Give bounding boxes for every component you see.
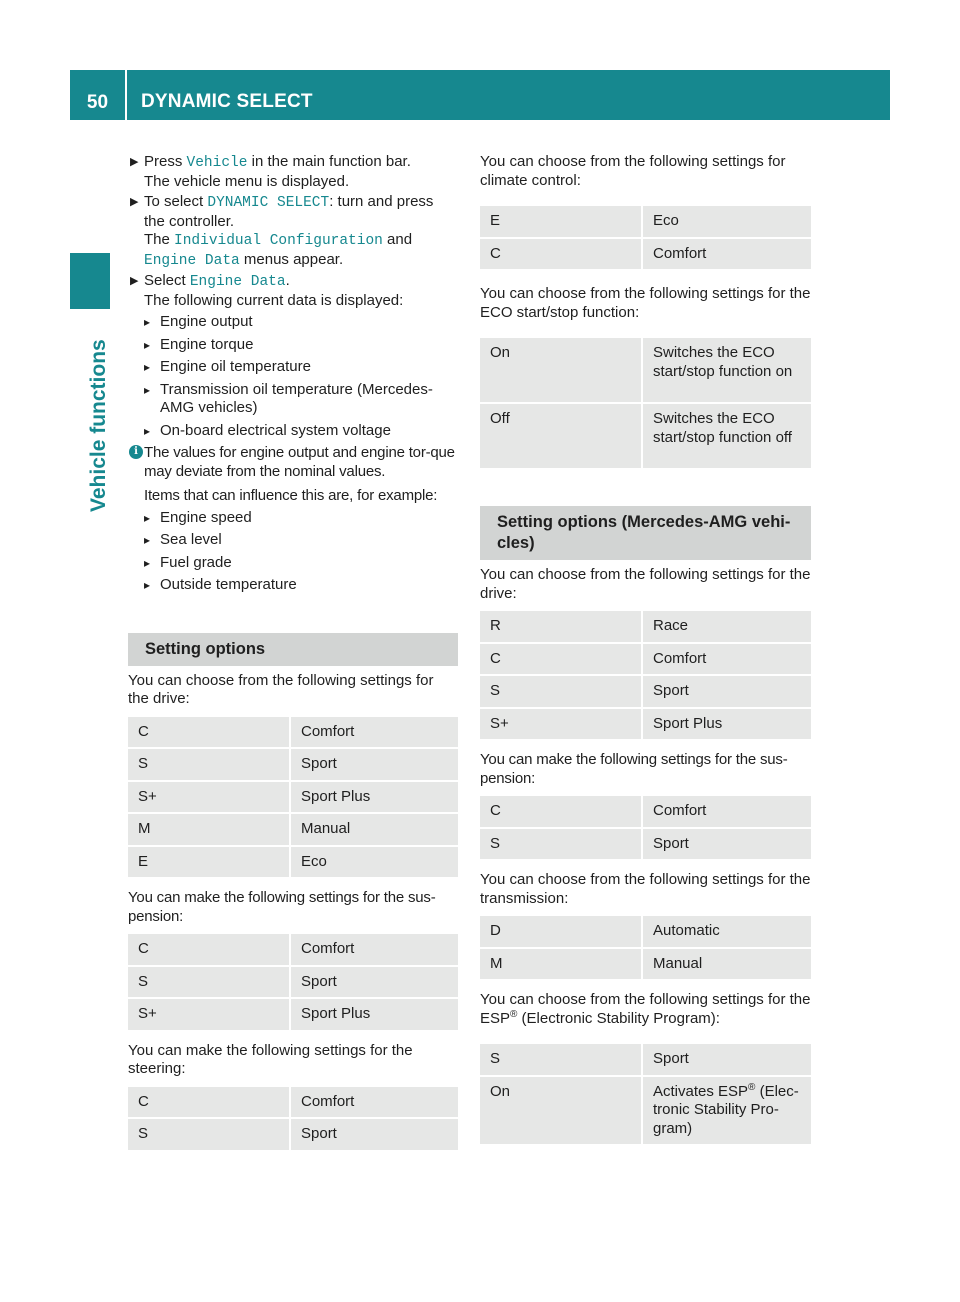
- table-row: S Sport: [128, 1119, 458, 1150]
- esp-intro: You can choose from the following settings for the ESP® (Electronic Stability Program):: [480, 991, 811, 1027]
- instruction-step: ▶ Press Vehicle in the main function bar. The vehicle menu is displayed.: [130, 153, 411, 190]
- transmission-settings-table: [480, 914, 811, 981]
- steering-settings-table: [128, 1085, 458, 1152]
- table-row: S Sport: [480, 676, 811, 707]
- list-item: ▸ Engine torque: [128, 336, 458, 355]
- table-row: Off Switches the ECO start/stop function off: [480, 404, 811, 468]
- table-row: C Comfort: [128, 1087, 458, 1118]
- amg-drive-settings-table: [480, 609, 811, 741]
- amg-suspension-settings-table: [480, 794, 811, 861]
- climate-settings-table: [480, 204, 811, 271]
- table-row: E Eco: [128, 847, 458, 878]
- list-item: ▸ Engine output: [128, 313, 458, 332]
- table-row: C Comfort: [128, 717, 458, 748]
- suspension-settings-table: [128, 932, 458, 1032]
- instruction-step: ▶ To select DYNAMIC SELECT: turn and press the controller. The Individual Configuration and Engine Data menus appear.: [130, 193, 434, 269]
- page-number: 50: [86, 91, 109, 113]
- table-row: M Manual: [480, 949, 811, 980]
- table-row: E Eco: [480, 206, 811, 237]
- table-row: S+ Sport Plus: [128, 782, 458, 813]
- list-item: ▸ Engine speed: [128, 509, 458, 528]
- table-row: S Sport: [480, 1044, 811, 1075]
- table-row: S Sport: [128, 749, 458, 780]
- table-row: S+ Sport Plus: [480, 709, 811, 740]
- chapter-tab-marker: [70, 253, 110, 309]
- step-arrow-icon: ▶: [130, 196, 139, 208]
- table-row: D Automatic: [480, 916, 811, 947]
- list-item: ▸ Sea level: [128, 531, 458, 550]
- suspension-intro: You can make the following settings for the sus-pension:: [128, 889, 436, 925]
- influence-list: [128, 509, 458, 595]
- esp-settings-table: [480, 1042, 811, 1146]
- table-row: R Race: [480, 611, 811, 642]
- drive-intro: You can choose from the following settings for the drive:: [480, 566, 811, 602]
- chapter-title: DYNAMIC SELECT: [141, 90, 313, 112]
- table-row: M Manual: [128, 814, 458, 845]
- section-heading: Setting options: [128, 633, 458, 666]
- displayed-data-list: [128, 313, 458, 440]
- right-column: [480, 153, 811, 1156]
- list-item: ▸ Fuel grade: [128, 554, 458, 573]
- drive-intro: You can choose from the following settings for the drive:: [128, 671, 434, 707]
- table-row: S Sport: [128, 967, 458, 998]
- list-item: ▸ Engine oil temperature: [128, 358, 458, 377]
- menu-term: Engine Data: [144, 252, 240, 269]
- info-icon: i: [129, 445, 143, 459]
- steering-intro: You can make the following settings for the steering:: [128, 1041, 413, 1077]
- table-row: C Comfort: [128, 934, 458, 965]
- eco-settings-table: [480, 336, 811, 470]
- transmission-intro: You can choose from the following settings for the transmission:: [480, 871, 811, 907]
- instruction-step: ▶ Select Engine Data. The following current data is displayed:: [130, 272, 404, 309]
- influence-text: Items that can influence this are, for example:: [144, 487, 438, 504]
- table-row: S Sport: [480, 829, 811, 860]
- table-row: S+ Sport Plus: [128, 999, 458, 1030]
- table-row: C Comfort: [480, 239, 811, 270]
- climate-intro: You can choose from the following settings for climate control:: [480, 153, 786, 189]
- left-column: [128, 153, 458, 1162]
- eco-intro: You can choose from the following settings for the ECO start/stop function:: [480, 285, 811, 321]
- table-row: On Activates ESP® (Elec-tronic Stability Pro-gram): [480, 1077, 811, 1145]
- list-item: ▸ Outside temperature: [128, 576, 458, 595]
- menu-term: Individual Configuration: [174, 233, 383, 249]
- table-row: C Comfort: [480, 796, 811, 827]
- table-row: On Switches the ECO start/stop function on: [480, 338, 811, 402]
- suspension-intro: You can make the following settings for the sus-pension:: [480, 751, 788, 787]
- chapter-side-label: Vehicle functions: [87, 339, 110, 512]
- table-row: C Comfort: [480, 644, 811, 675]
- menu-term: Vehicle: [186, 155, 248, 171]
- list-item: ▸ Transmission oil temperature (Mercedes-AMG vehicles): [128, 381, 458, 418]
- step-arrow-icon: ▶: [130, 275, 139, 287]
- menu-term: Engine Data: [189, 274, 286, 290]
- menu-term: DYNAMIC SELECT: [207, 195, 330, 211]
- list-item: ▸ On-board electrical system voltage: [128, 422, 458, 441]
- info-note: i The values for engine output and engine tor-que may deviate from the nominal values.: [128, 444, 458, 481]
- drive-settings-table: [128, 715, 458, 880]
- section-heading: Setting options (Mercedes-AMG vehi-cles): [480, 506, 811, 560]
- step-arrow-icon: ▶: [130, 156, 139, 168]
- header-divider: [125, 70, 127, 122]
